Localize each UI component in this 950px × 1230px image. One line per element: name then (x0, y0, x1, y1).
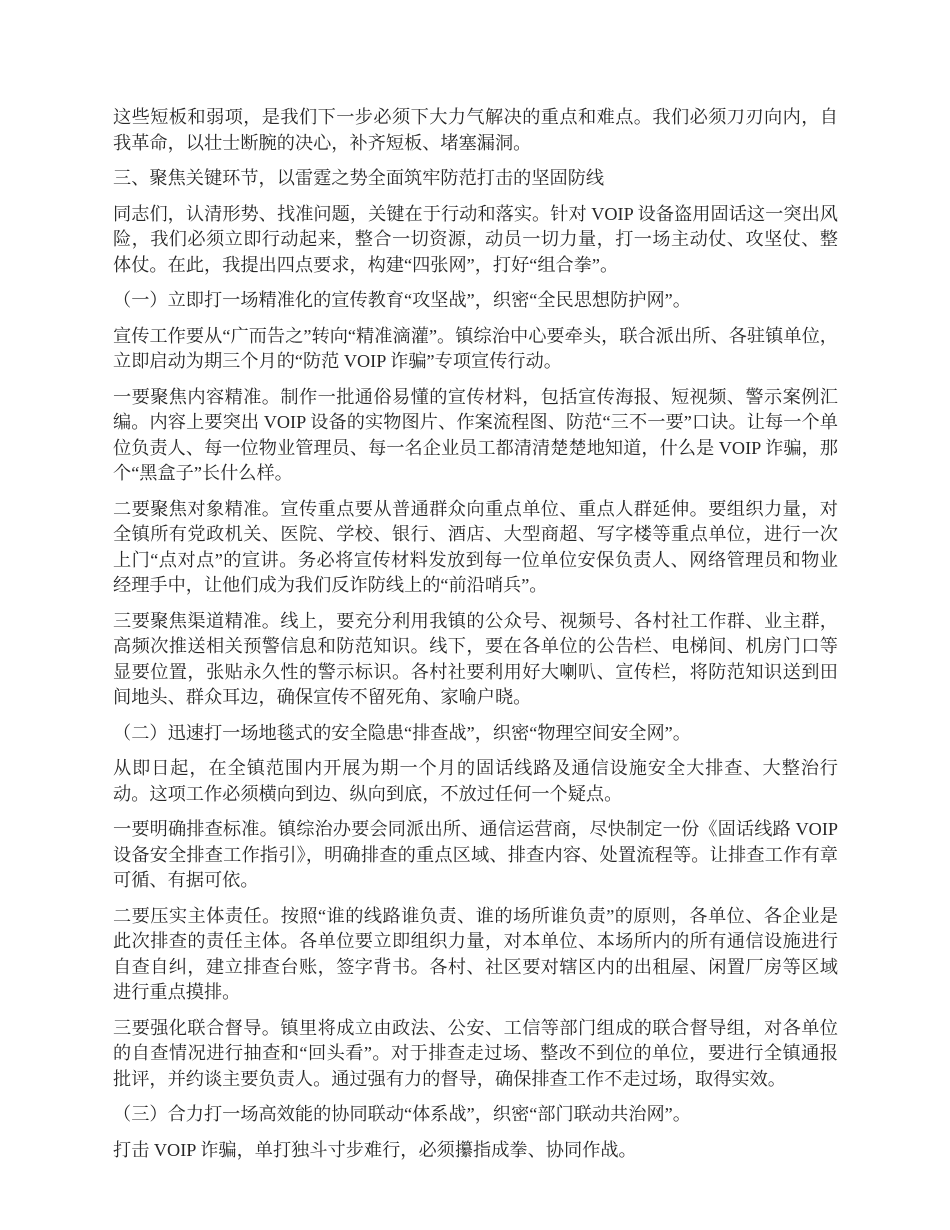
heading-section-three: 三、聚焦关键环节，以雷霆之势全面筑牢防范打击的坚固防线 (113, 168, 605, 188)
para-inspection-launch: 从即日起，在全镇范围内开展为期一个月的固话线路及通信设施安全大排查、大整治行动。这项工作必须横向到边、纵向到底，不放过任何一个疑点。 (113, 758, 838, 804)
para-joint-combat: 打击 VOIP 诈骗，单打独斗寸步难行，必须攥指成拳、协同作战。 (113, 1139, 637, 1160)
para-joint-supervision: 三要强化联合督导。镇里将成立由政法、公安、工信等部门组成的联合督导组，对各单位的自查情况进行抽查和“回头看”。对于排查走过场、整改不到位的单位，要进行全镇通报批评，并约谈主要负责人。通过强有力的督导，确保排查工作不走过场，取得实效。 (113, 1017, 838, 1089)
para-shortcomings: 这些短板和弱项，是我们下一步必须下大力气解决的重点和难点。我们必须刀刃向内，自我革命，以壮士断腕的决心，补齐短板、堵塞漏洞。 (113, 107, 838, 153)
para-audience-precision: 二要聚焦对象精准。宣传重点要从普通群众向重点单位、重点人群延伸。要组织力量，对全镇所有党政机关、医院、学校、银行、酒店、大型商超、写字楼等重点单位，进行一次上门“点对点”的宣讲。务必将宣传材料发放到每一位单位安保负责人、网络管理员和物业经理手中，让他们成为我们反诈防线上的“前沿哨兵”。 (113, 498, 838, 595)
heading-point-one: （一）立即打一场精准化的宣传教育“攻坚战”，织密“全民思想防护网”。 (113, 290, 691, 310)
para-propaganda-launch: 宣传工作要从“广而告之”转向“精准滴灌”。镇综治中心要牵头，联合派出所、各驻镇单位，立即启动为期三个月的“防范 VOIP 诈骗”专项宣传行动。 (113, 325, 838, 371)
para-channel-precision: 三要聚焦渠道精准。线上，要充分利用我镇的公众号、视频号、各村社工作群、业主群，高频次推送相关预警信息和防范知识。线下，要在各单位的公告栏、电梯间、机房门口等显要位置，张贴永久性的警示标识。各村社要利用好大喇叭、宣传栏，将防范知识送到田间地头、群众耳边，确保宣传不留死角、家喻户晓。 (113, 610, 838, 707)
heading-point-two: （二）迅速打一场地毯式的安全隐患“排查战”，织密“物理空间安全网”。 (113, 722, 691, 743)
para-call-to-action: 同志们，认清形势、找准问题，关键在于行动和落实。针对 VOIP 设备盗用固话这一突出风险，我们必须立即行动起来，整合一切资源，动员一切力量，打一场主动仗、攻坚仗、整体仗。在此，我提出四点要求，构建“四张网”，打好“组合拳”。 (113, 203, 838, 275)
para-content-precision: 一要聚焦内容精准。制作一批通俗易懂的宣传材料，包括宣传海报、短视频、警示案例汇编。内容上要突出 VOIP 设备的实物图片、作案流程图、防范“三不一要”口诀。让每一个单位负责人、每一位物业管理员、每一名企业员工都清清楚楚地知道，什么是 VOIP 诈骗，那个“黑盒子”长什么样。 (113, 386, 838, 483)
heading-point-three: （三）合力打一场高效能的协同联动“体系战”，织密“部门联动共治网”。 (113, 1104, 691, 1124)
para-inspection-standards: 一要明确排查标准。镇综治办要会同派出所、通信运营商，尽快制定一份《固话线路 VOIP 设备安全排查工作指引》，明确排查的重点区域、排查内容、处置流程等。让排查工作有章可循、有据可依。 (113, 819, 838, 890)
para-primary-responsibility: 二要压实主体责任。按照“谁的线路谁负责、谁的场所谁负责”的原则，各单位、各企业是此次排查的责任主体。各单位要立即组织力量，对本单位、本场所内的所有通信设施进行自查自纠，建立排查台账，签字背书。各村、社区要对辖区内的出租屋、闲置厂房等区域进行重点摸排。 (113, 905, 838, 1002)
